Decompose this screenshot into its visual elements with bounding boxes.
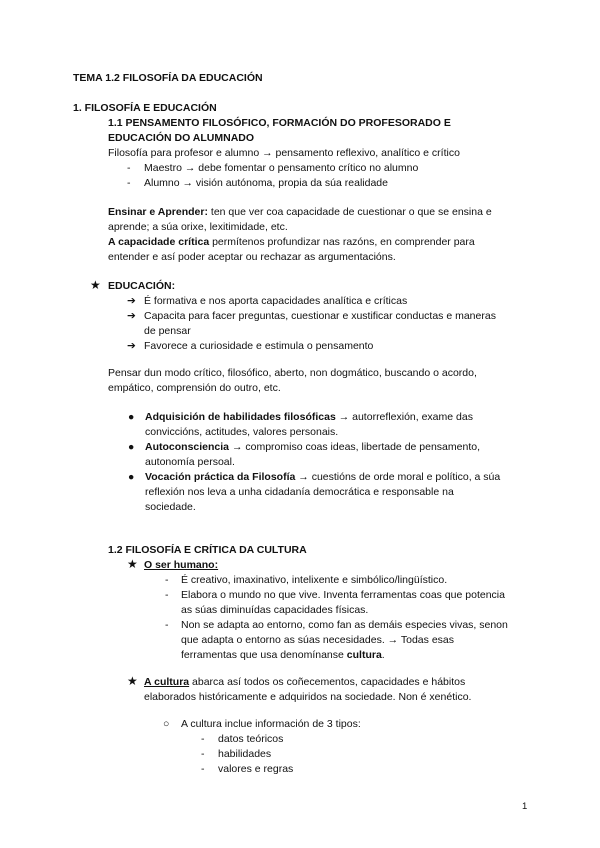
star-icon: ★ <box>90 278 101 292</box>
arrow-icon: ➔ <box>127 310 136 322</box>
document-title: TEMA 1.2 FILOSOFÍA DA EDUCACIÓN <box>73 72 263 84</box>
dash-item: É creativo, imaxinativo, intelixente e simbólico/lingüístico. <box>181 574 448 586</box>
arrow-item: Favorece a curiosidade e estimula o pensamento <box>144 340 374 352</box>
intro-line: Filosofía para profesor e alumno → pensamento reflexivo, analítico e crítico <box>108 147 460 159</box>
tipo-item: datos teóricos <box>218 733 284 745</box>
dash-marker: - <box>127 162 131 174</box>
bullet-item-line2: autonomía persoal. <box>145 456 235 468</box>
bullet-item-line1 <box>145 470 500 485</box>
dash-marker: - <box>201 763 205 775</box>
bullet-label: Vocación práctica da Filosofía <box>145 471 296 483</box>
page-number: 1 <box>522 801 528 812</box>
circle-item: A cultura inclue información de 3 tipos: <box>181 718 361 730</box>
star-icon: ★ <box>127 674 138 688</box>
ensinar-label: Ensinar e Aprender: <box>108 206 208 218</box>
dash-text: ferramentas que usa denomínanse <box>181 649 347 661</box>
dash-marker: - <box>165 574 169 586</box>
dash-item-continuation: que adapta o entorno as súas necesidades. → Todas esas <box>181 634 454 646</box>
arrow-icon: ➔ <box>127 340 136 352</box>
bullet-dot-icon: ● <box>128 471 135 483</box>
dash-marker: - <box>165 589 169 601</box>
subsection-heading-1-1-line2: EDUCACIÓN DO ALUMNADO <box>108 132 255 144</box>
subsection-heading-1-1-line1: 1.1 PENSAMENTO FILOSÓFICO, FORMACIÓN DO PROFESORADO E <box>108 117 451 129</box>
bullet-text: → autorreflexión, exame das <box>335 411 473 423</box>
dash-marker: - <box>201 748 205 760</box>
ser-humano-heading: O ser humano: <box>144 559 219 571</box>
ensinar-paragraph-line2: aprende; a súa orixe, lexitimidade, etc. <box>108 221 288 233</box>
capacidade-paragraph-line2: entender e así poder aceptar ou rechazar as argumentacións. <box>108 251 396 263</box>
cultura-term: cultura <box>346 649 382 661</box>
tipo-item: habilidades <box>218 748 272 760</box>
ensinar-paragraph-line1 <box>108 205 492 220</box>
dash-item: Elabora o mundo no que vive. Inventa ferramentas coas que potencia <box>181 589 505 601</box>
period: . <box>381 649 385 661</box>
bullet-label: Autoconsciencia <box>145 441 230 453</box>
arrow-item: É formativa e nos aporta capacidades analítica e críticas <box>144 295 408 307</box>
ensinar-text: ten que ver coa capacidade de cuestionar o que se ensina e <box>207 206 492 218</box>
bullet-text: → cuestións de orde moral e político, a súa <box>295 471 501 483</box>
educacion-heading: EDUCACIÓN: <box>108 280 176 292</box>
cultura-label: A cultura <box>144 676 190 688</box>
bullet-item-line1 <box>145 440 480 455</box>
bullet-item-line1 <box>145 410 473 425</box>
capacidade-label: A capacidade crítica <box>108 236 210 248</box>
cultura-text: abarca así todos os coñecementos, capacidades e hábitos <box>189 676 466 688</box>
dash-marker: - <box>127 177 131 189</box>
bullet-dot-icon: ● <box>128 411 135 423</box>
dash-item: Maestro → debe fomentar o pensamento crítico no alumno <box>144 162 419 174</box>
dash-marker: - <box>201 733 205 745</box>
dash-item-continuation <box>181 648 385 663</box>
bullet-text: → compromiso coas ideas, libertade de pensamento, <box>229 441 480 453</box>
capacidade-paragraph-line1 <box>108 235 475 250</box>
bullet-item-line3: sociedade. <box>145 501 196 513</box>
arrow-item-continuation: de pensar <box>144 325 191 337</box>
star-icon: ★ <box>127 557 138 571</box>
section-heading-1: 1. FILOSOFÍA E EDUCACIÓN <box>73 102 217 114</box>
bullet-item-line2: reflexión nos leva a unha cidadanía democrática e responsable na <box>145 486 454 498</box>
pensar-paragraph-line2: empático, comprensión do outro, etc. <box>108 382 281 394</box>
capacidade-text: permítenos profundizar nas razóns, en comprender para <box>209 236 475 248</box>
dash-item: Alumno → visión autónoma, propia da súa realidade <box>144 177 388 189</box>
bullet-label: Adquisición de habilidades filosóficas <box>145 411 336 423</box>
dash-item: Non se adapta ao entorno, como fan as demáis especies vivas, senon <box>181 619 508 631</box>
circle-bullet-icon: ○ <box>163 718 170 730</box>
tipo-item: valores e regras <box>218 763 294 775</box>
cultura-paragraph-line1 <box>144 675 465 690</box>
bullet-dot-icon: ● <box>128 441 135 453</box>
cultura-paragraph-line2: elaborados históricamente e adquiridos na sociedade. Non é xenético. <box>144 691 472 703</box>
arrow-item: Capacita para facer preguntas, cuestionar e xustificar conductas e maneras <box>144 310 496 322</box>
pensar-paragraph-line1: Pensar dun modo crítico, filosófico, aberto, non dogmático, buscando o acordo, <box>108 367 477 379</box>
arrow-icon: ➔ <box>127 295 136 307</box>
dash-marker: - <box>165 619 169 631</box>
dash-item-continuation: as súas diminuídas capacidades físicas. <box>181 604 369 616</box>
subsection-heading-1-2: 1.2 FILOSOFÍA E CRÍTICA DA CULTURA <box>108 544 307 556</box>
bullet-item-line2: conviccións, actitudes, valores personais. <box>145 426 339 438</box>
